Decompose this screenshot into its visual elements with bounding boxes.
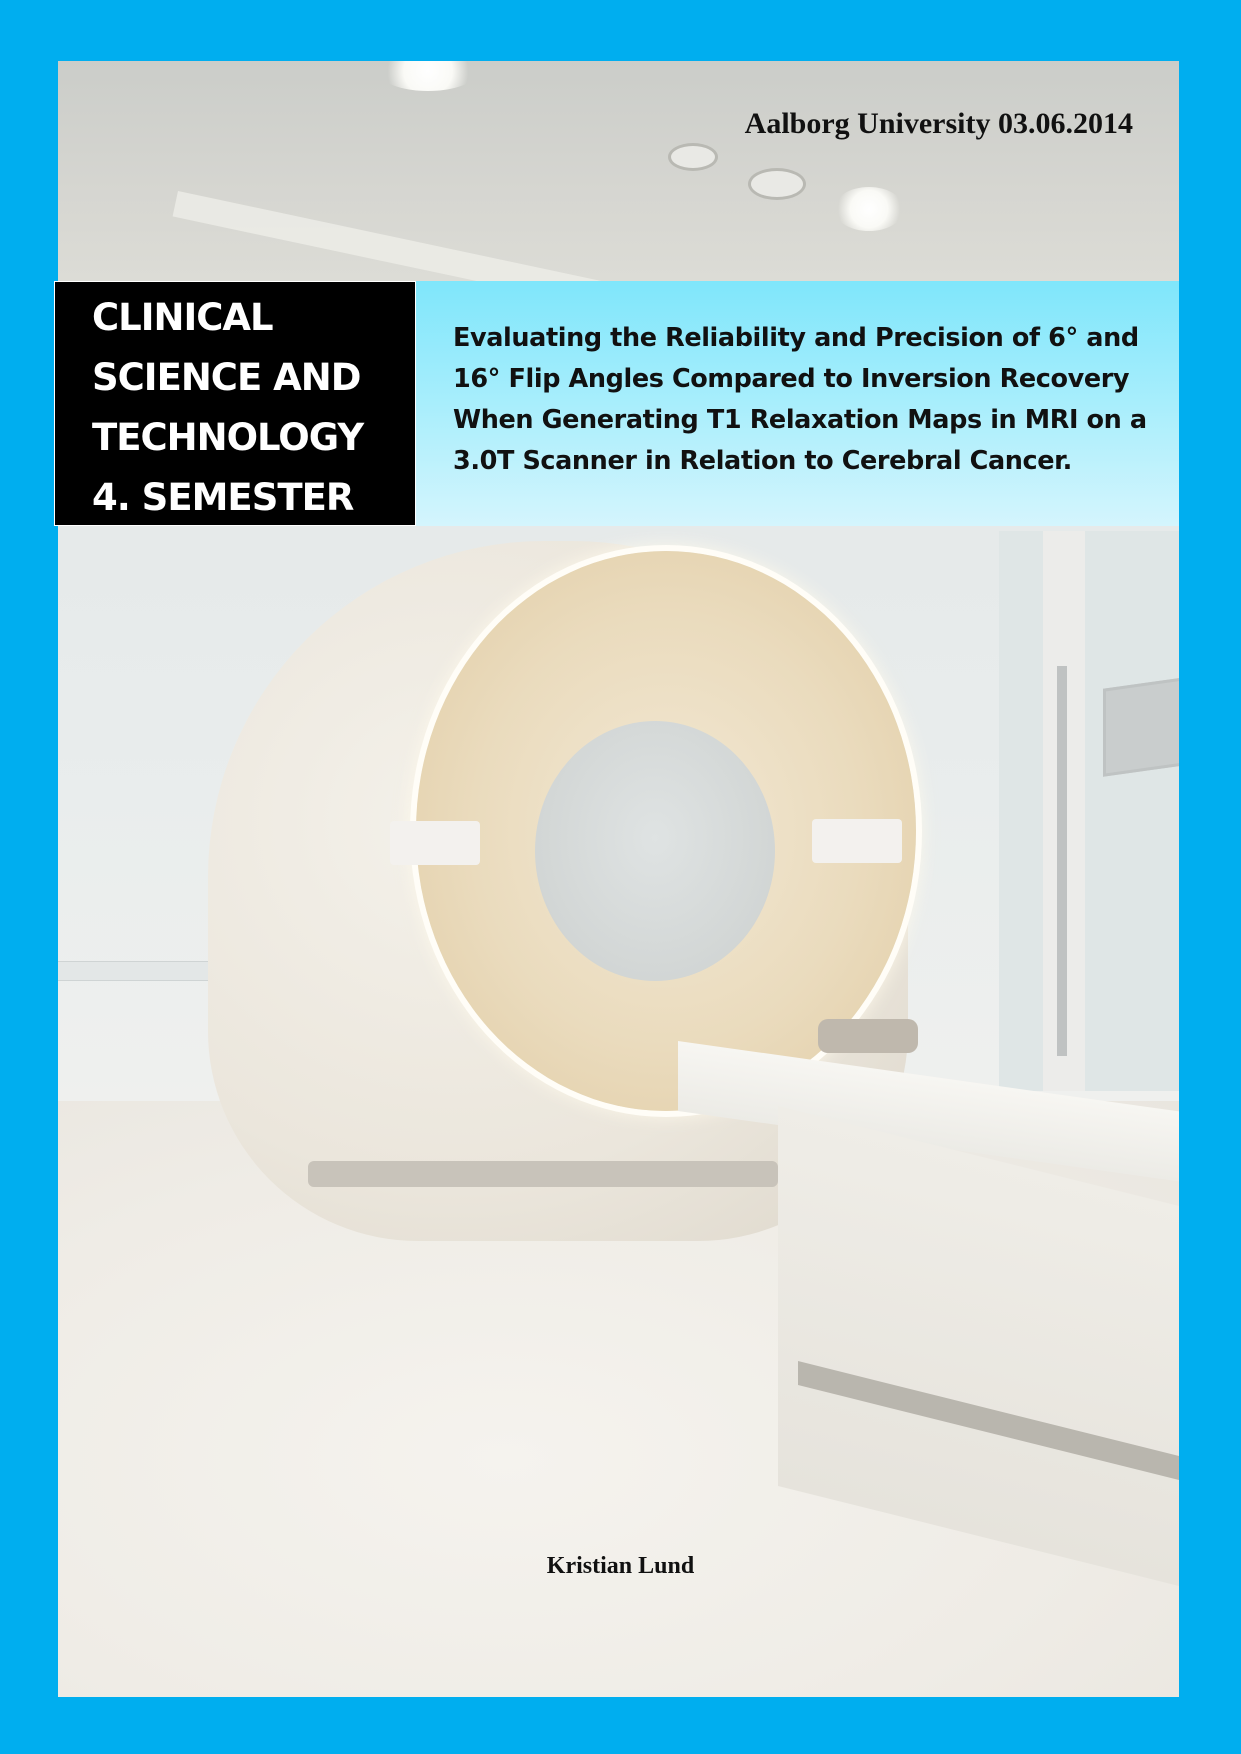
bore-panel-left [390, 821, 480, 865]
author-name: Kristian Lund [546, 1553, 695, 1579]
course-line: 4. SEMESTER [92, 476, 354, 519]
ceiling-spotlight [748, 168, 806, 200]
course-box [54, 281, 416, 526]
bore-panel-right [812, 819, 902, 863]
course-line: CLINICAL [92, 296, 273, 339]
scanner-base [308, 1161, 778, 1187]
wall-right [999, 531, 1179, 1091]
course-line: SCIENCE AND [92, 356, 361, 399]
ceiling-spotlight [668, 143, 718, 171]
wall-monitor [1103, 677, 1179, 777]
university-date: Aalborg University 03.06.2014 [744, 107, 1133, 140]
report-title: Evaluating the Reliability and Precision of 6° and 16° Flip Angles Compared to Inversion Recovery When Generating T1 Relaxation Maps in MRI on a 3.0T Scanner in Relation to Cerebral Cancer. [453, 323, 1147, 476]
course-line: TECHNOLOGY [92, 416, 364, 459]
head-coil [818, 1019, 918, 1053]
ceiling [58, 61, 1179, 281]
ceiling-light [834, 187, 904, 231]
scanner-bore-opening [535, 721, 775, 981]
pillar-stripe [1057, 666, 1067, 1056]
